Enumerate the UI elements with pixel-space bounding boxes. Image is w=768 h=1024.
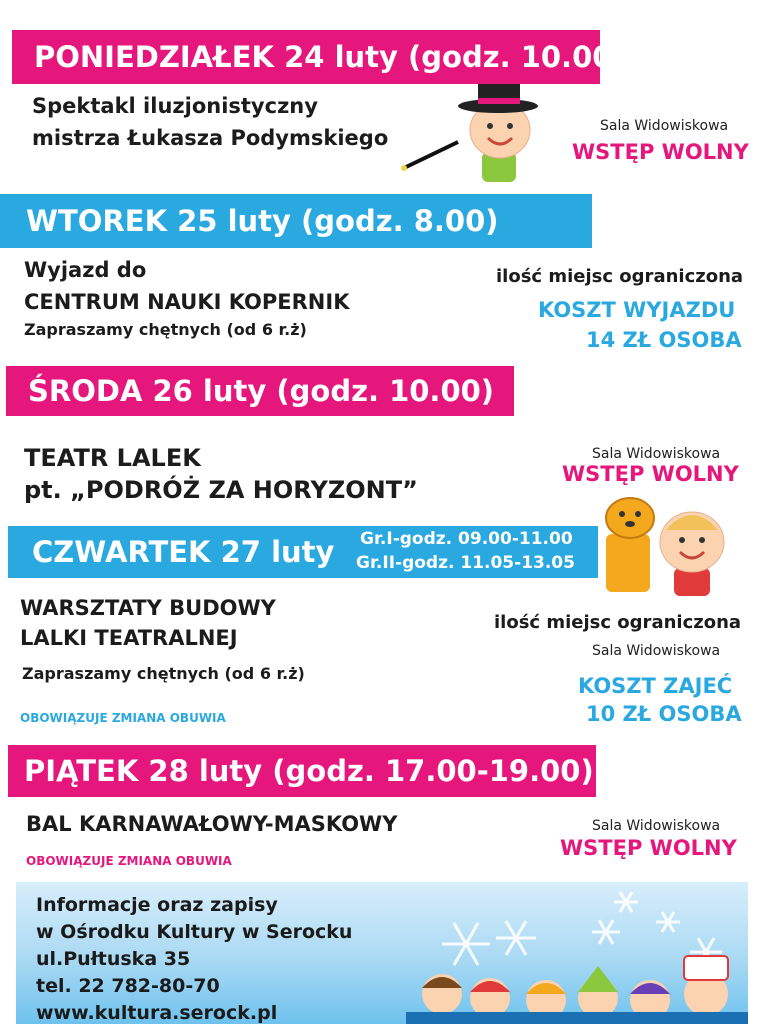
venue-label: Sala Widowiskowa bbox=[592, 643, 721, 659]
snowflakes-decoration bbox=[406, 882, 748, 1024]
day-banner-friday bbox=[8, 745, 596, 797]
group-time: Gr.I-godz. 09.00-11.00 bbox=[360, 529, 573, 549]
day-banner-label: PONIEDZIAŁEK 24 luty (godz. 10.00) bbox=[34, 40, 626, 74]
event-title-line: pt. „PODRÓŻ ZA HORYZONT” bbox=[24, 476, 418, 504]
magician-kid-illustration bbox=[398, 80, 548, 185]
day-banner-wednesday bbox=[6, 366, 514, 416]
price-line: 14 ZŁ OSOBA bbox=[586, 328, 742, 352]
shoe-change-note: OBOWIĄZUJE ZMIANA OBUWIA bbox=[26, 854, 232, 868]
event-title-line: WARSZTATY BUDOWY bbox=[20, 596, 276, 620]
magic-wand bbox=[404, 142, 458, 168]
day-banner-label: CZWARTEK 27 luty bbox=[32, 535, 335, 569]
price-label: WSTĘP WOLNY bbox=[560, 836, 737, 860]
shoe-change-note: OBOWIĄZUJE ZMIANA OBUWIA bbox=[20, 711, 226, 725]
price-line: KOSZT ZAJEĆ bbox=[578, 674, 733, 698]
event-note: Zapraszamy chętnych (od 6 r.ż) bbox=[22, 664, 305, 683]
venue-label: Sala Widowiskowa bbox=[592, 446, 721, 462]
info-website[interactable]: www.kultura.serock.pl bbox=[36, 1002, 278, 1024]
puppet-kid-illustration bbox=[600, 494, 738, 598]
info-line: ul.Pułtuska 35 bbox=[36, 948, 191, 970]
day-banner-tuesday bbox=[0, 194, 592, 248]
day-banner-label: WTOREK 25 luty (godz. 8.00) bbox=[26, 204, 499, 238]
venue-label: Sala Widowiskowa bbox=[592, 818, 721, 834]
info-line: w Ośrodku Kultury w Serocku bbox=[36, 921, 353, 943]
price-line: 10 ZŁ OSOBA bbox=[586, 702, 742, 726]
info-line: Informacje oraz zapisy bbox=[36, 894, 278, 916]
event-title-line: TEATR LALEK bbox=[24, 444, 201, 472]
venue-label: Sala Widowiskowa bbox=[600, 118, 729, 134]
price-label: WSTĘP WOLNY bbox=[562, 462, 739, 486]
day-banner-label: ŚRODA 26 luty (godz. 10.00) bbox=[28, 374, 495, 408]
info-line: tel. 22 782-80-70 bbox=[36, 975, 220, 997]
seats-limited-note: ilość miejsc ograniczona bbox=[496, 266, 744, 287]
event-title-line: mistrza Łukasza Podymskiego bbox=[32, 126, 389, 150]
seats-limited-note: ilość miejsc ograniczona bbox=[494, 612, 742, 633]
price-label: WSTĘP WOLNY bbox=[572, 140, 749, 164]
day-banner-monday bbox=[12, 30, 626, 84]
event-title-line: BAL KARNAWAŁOWY-MASKOWY bbox=[26, 812, 398, 836]
info-panel bbox=[16, 882, 748, 1024]
event-title-line: Spektakl iluzjonistyczny bbox=[32, 94, 318, 118]
event-title-line: LALKI TEATRALNEJ bbox=[20, 626, 238, 650]
day-banner-label: PIĄTEK 28 luty (godz. 17.00-19.00) bbox=[24, 754, 594, 788]
kids-group-illustration bbox=[406, 956, 748, 1024]
price-line: KOSZT WYJAZDU bbox=[538, 298, 736, 322]
group-time: Gr.II-godz. 11.05-13.05 bbox=[356, 553, 575, 573]
event-title-line: CENTRUM NAUKI KOPERNIK bbox=[24, 290, 350, 314]
event-title-line: Wyjazd do bbox=[24, 258, 147, 282]
event-note: Zapraszamy chętnych (od 6 r.ż) bbox=[24, 320, 307, 339]
